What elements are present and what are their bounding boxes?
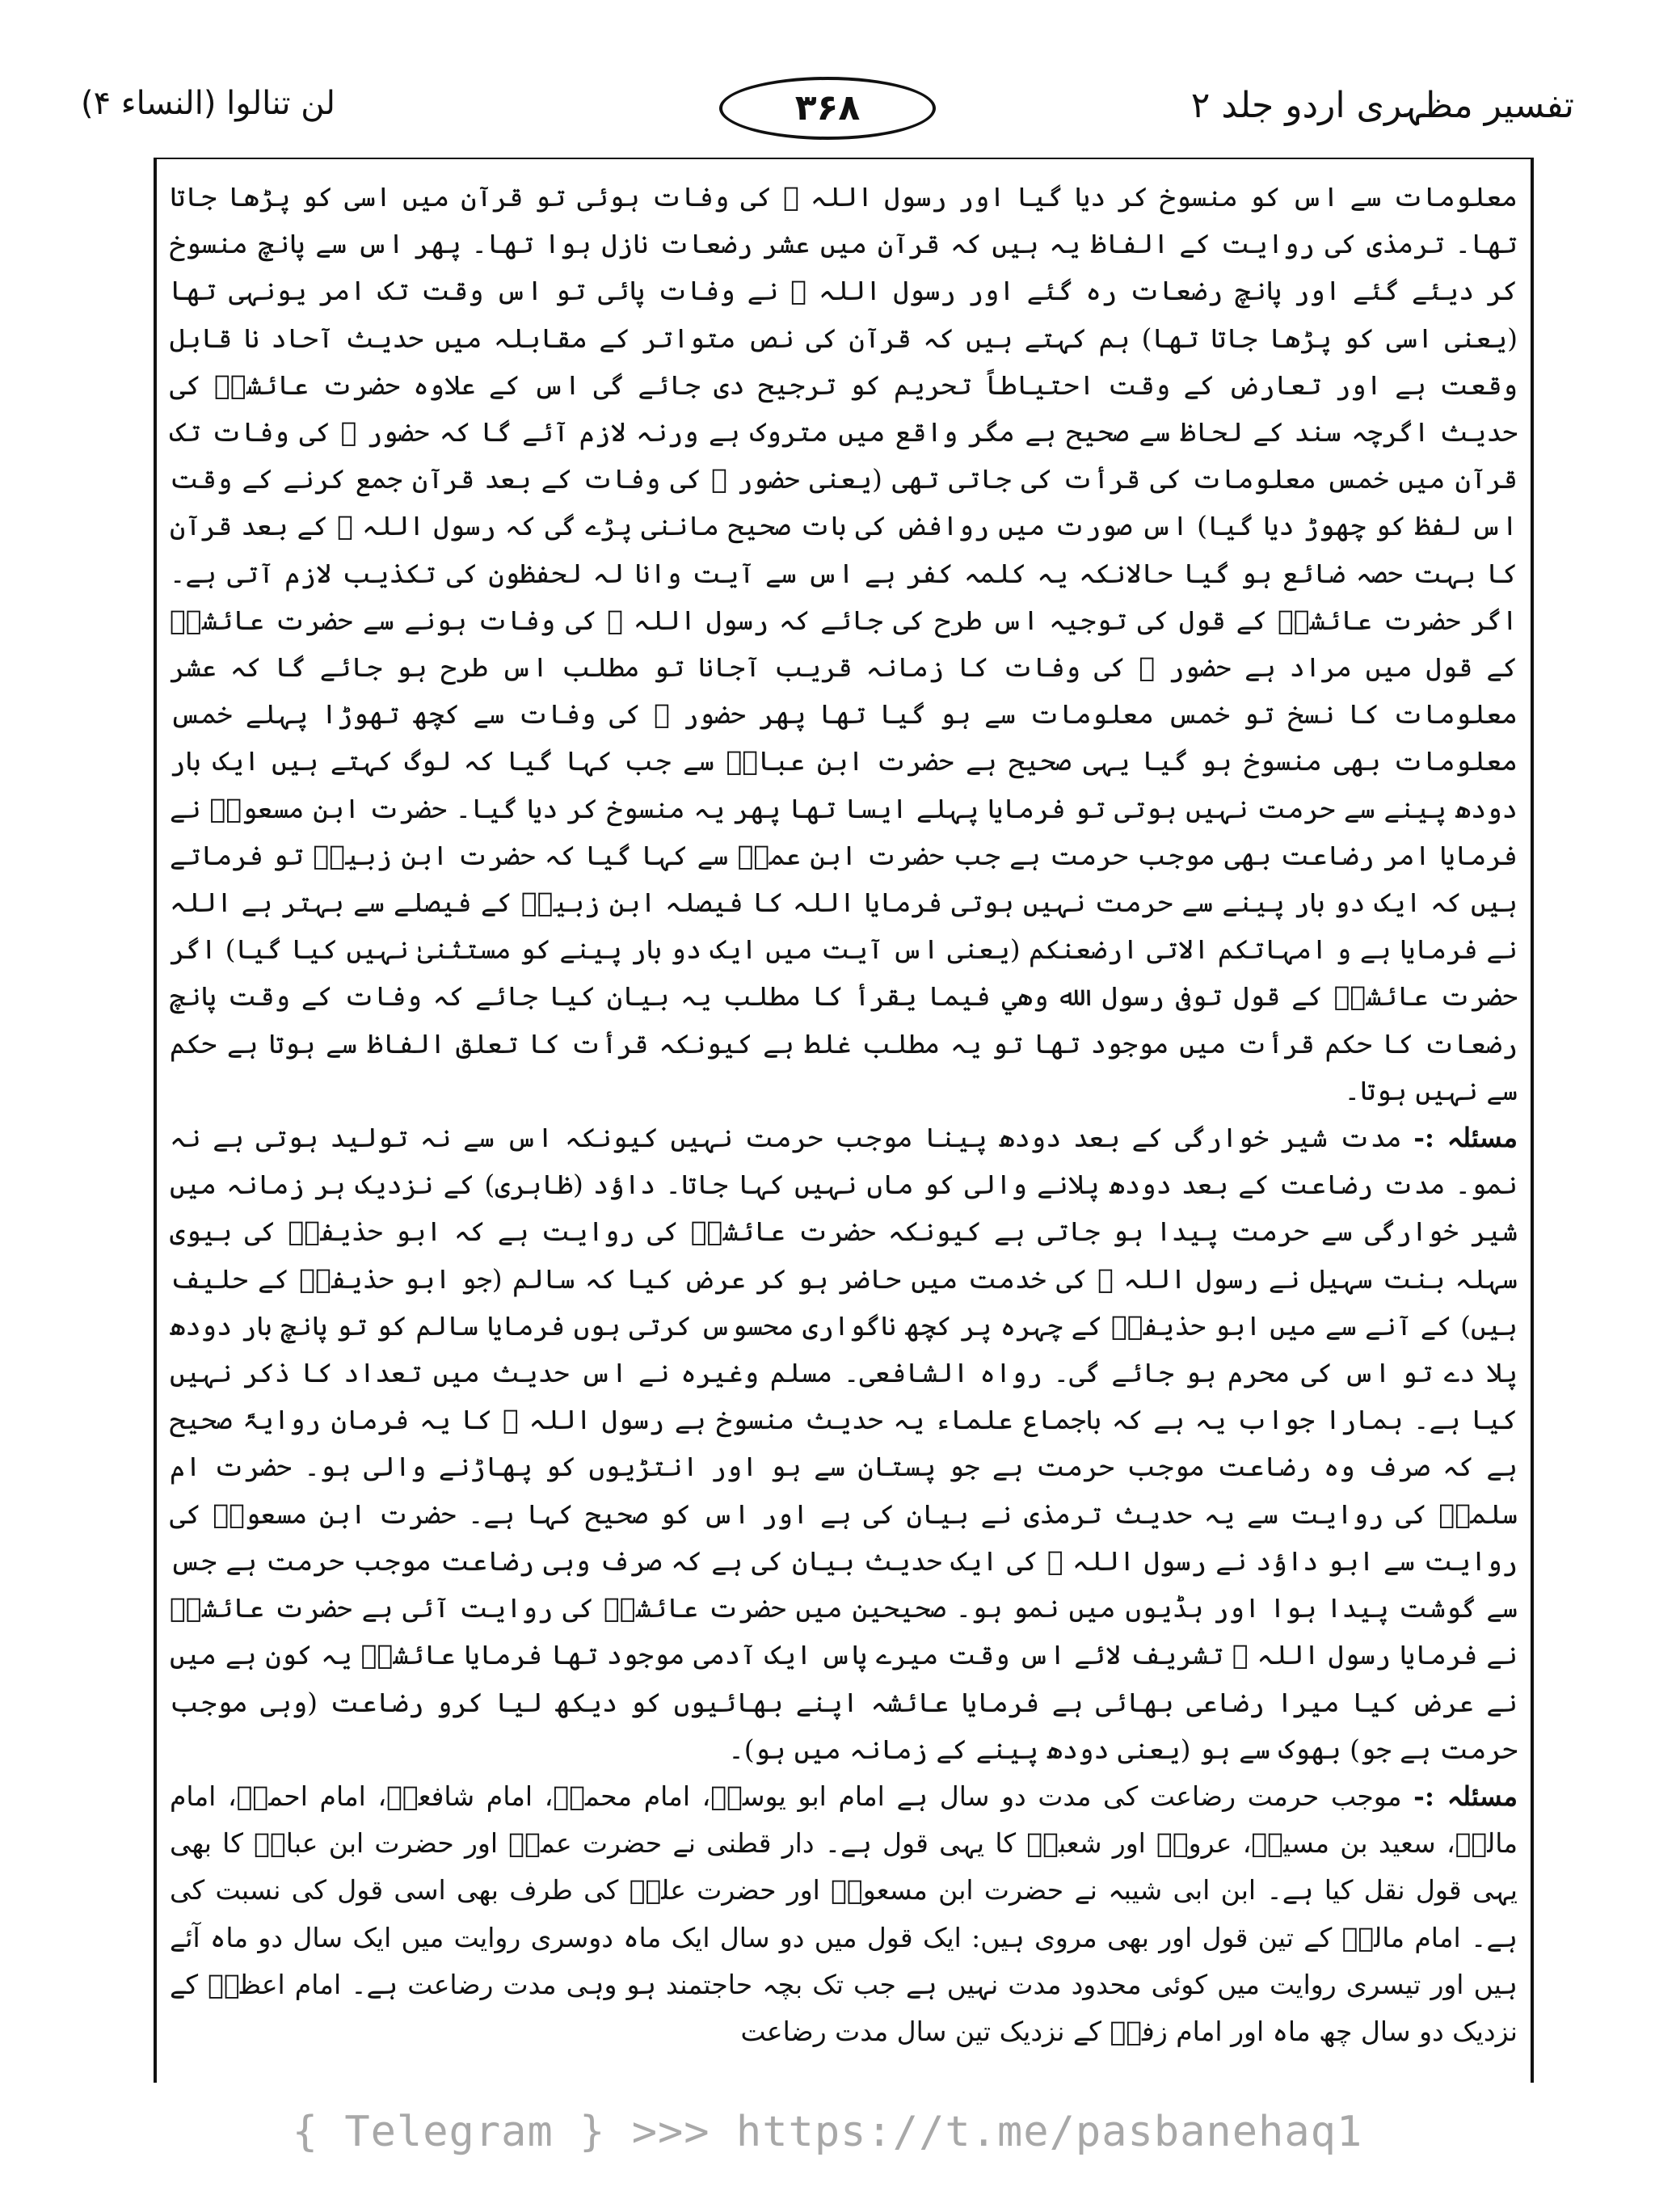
paragraph-text: موجب حرمت رضاعت کی مدت دو سال ہے امام ابو یوسفؒ، امام محمدؒ، امام شافعیؒ، امام احمدؒ، امام مالکؒ، سعید بن مسیبؒ، عروہؒ اور شعبیؒ کا یہی قول ہے۔ دار قطنی نے حضرت عمرؓ اور حضرت ابن عباسؓ کا بھی یہی قول نقل کیا ہے۔ ابن ابی شیبہ نے حضرت ابن مسعودؓ اور حضرت علیؓ کی طرف بھی اسی قول کی نسبت کی ہے۔ امام مالکؒ کے تین قول اور بھی مروی ہیں: ایک قول میں دو سال ایک ماہ دوسری روایت میں ایک سال دو ماہ آئے ہیں اور تیسری روایت میں کوئی محدود مدت نہیں ہے جب تک بچہ حاجتمند ہو وہی مدت رضاعت ہے۔ امام اعظمؒ کے نزدیک دو سال چھ ماہ اور امام زفرؒ کے نزدیک تین سال مدت رضاعت	[170, 1780, 1518, 2047]
page-header	[81, 77, 1574, 141]
surah-reference: لن تنالوا (النساء ۴)	[81, 85, 335, 122]
page-number: ۳۶۸	[719, 77, 936, 140]
masala-paragraph	[170, 1114, 1518, 1773]
book-title: تفسیر مظہری اردو جلد ۲	[1190, 85, 1574, 126]
paragraph: معلومات سے اس کو منسوخ کر دیا گیا اور رسول اللہ ﷺ کی وفات ہوئی تو قرآن میں اسی کو پڑھا جاتا تھا۔ ترمذی کی روایت کے الفاظ یہ ہیں کہ قرآن میں عشر رضعات نازل ہوا تھا۔ پھر اس سے پانچ منسوخ کر دیئے گئے اور پانچ رضعات رہ گئے اور رسول اللہ ﷺ نے وفات پائی تو اس وقت تک امر یونہی تھا (یعنی اسی کو پڑھا جاتا تھا) ہم کہتے ہیں کہ قرآن کی نص متواتر کے مقابلہ میں حدیث آحاد نا قابل وقعت ہے اور تعارض کے وقت احتیاطاً تحریم کو ترجیح دی جائے گی اس کے علاوہ حضرت عائشہؓ کی حدیث اگرچہ سند کے لحاظ سے صحیح ہے مگر واقع میں متروک ہے ورنہ لازم آئے گا کہ حضور ﷺ کی وفات تک قرآن میں خمس معلومات کی قرأت کی جاتی تھی (یعنی حضور ﷺ کی وفات کے بعد قرآن جمع کرنے کے وقت اس لفظ کو چھوڑ دیا گیا) اس صورت میں روافض کی بات صحیح ماننی پڑے گی کہ رسول اللہ ﷺ کے بعد قرآن کا بہت حصہ ضائع ہو گیا حالانکہ یہ کلمہ کفر ہے اس سے آیت وانا لہ لحفظون کی تکذیب لازم آتی ہے۔ اگر حضرت عائشہؓ کے قول کی توجیہ اس طرح کی جائے کہ رسول اللہ ﷺ کی وفات ہونے سے حضرت عائشہؓ کے قول میں مراد ہے حضور ﷺ کی وفات کا زمانہ قریب آجانا تو مطلب اس طرح ہو جائے گا کہ عشر معلومات کا نسخ تو خمس معلومات سے ہو گیا تھا پھر حضور ﷺ کی وفات سے کچھ تھوڑا پہلے خمس معلومات بھی منسوخ ہو گیا یہی صحیح ہے حضرت ابن عباسؓ سے جب کہا گیا کہ لوگ کہتے ہیں ایک بار دودھ پینے سے حرمت نہیں ہوتی تو فرمایا پہلے ایسا تھا پھر یہ منسوخ کر دیا گیا۔ حضرت ابن مسعودؓ نے فرمایا امر رضاعت بھی موجب حرمت ہے جب حضرت ابن عمرؓ سے کہا گیا کہ حضرت ابن زبیرؓ تو فرماتے ہیں کہ ایک دو بار پینے سے حرمت نہیں ہوتی فرمایا اللہ کا فیصلہ ابن زبیرؓ کے فیصلے سے بہتر ہے اللہ نے فرمایا ہے و امہاتکم الاتی ارضعنکم (یعنی اس آیت میں ایک دو بار پینے کو مستثنیٰ نہیں کیا گیا) اگر حضرت عائشہؓ کے قول توفی رسول الله وهي فيما يقرأ کا مطلب یہ بیان کیا جائے کہ وفات کے وقت پانچ رضعات کا حکم قرأت میں موجود تھا تو یہ مطلب غلط ہے کیونکہ قرأت کا تعلق الفاظ سے ہوتا ہے حکم سے نہیں ہوتا۔	[170, 181, 1518, 1106]
telegram-watermark: { Telegram } >>> https://t.me/pasbanehaq1	[292, 2108, 1363, 2156]
paragraph-text: مدت شیر خوارگی کے بعد دودھ پینا موجب حرمت نہیں کیونکہ اس سے نہ تولید ہوتی ہے نہ نمو۔ مدت رضاعت کے بعد دودھ پلانے والی کو ماں نہیں کہا جاتا۔ داؤد (ظاہری) کے نزدیک ہر زمانہ میں شیر خوارگی سے حرمت پیدا ہو جاتی ہے کیونکہ حضرت عائشہؓ کی روایت ہے کہ ابو حذیفہؓ کی بیوی سہلہ بنت سہیل نے رسول اللہ ﷺ کی خدمت میں حاضر ہو کر عرض کیا کہ سالم (جو ابو حذیفہؓ کے حلیف ہیں) کے آنے سے میں ابو حذیفہؓ کے چہرہ پر کچھ ناگواری محسوس کرتی ہوں فرمایا سالم کو تو پانچ بار دودھ پلا دے تو اس کی محرم ہو جائے گی۔ رواہ الشافعی۔ مسلم وغیرہ نے اس حدیث میں تعداد کا ذکر نہیں کیا ہے۔ ہمارا جواب یہ ہے کہ باجماع علماء یہ حدیث منسوخ ہے رسول اللہ ﷺ کا یہ فرمان روایۃً صحیح ہے کہ صرف وہ رضاعت موجب حرمت ہے جو پستان سے ہو اور انتڑیوں کو پھاڑنے والی ہو۔ حضرت ام سلمہؓ کی روایت سے یہ حدیث ترمذی نے بیان کی ہے اور اس کو صحیح کہا ہے۔ حضرت ابن مسعودؓ کی روایت سے ابو داؤد نے رسول اللہ ﷺ کی ایک حدیث بیان کی ہے کہ صرف وہی رضاعت موجب حرمت ہے جس سے گوشت پیدا ہوا اور ہڈیوں میں نمو ہو۔ صحیحین میں حضرت عائشہؓ کی روایت آئی ہے حضرت عائشہؓ نے فرمایا رسول اللہ ﷺ تشریف لائے اس وقت میرے پاس ایک آدمی موجود تھا فرمایا عائشہؓ یہ کون ہے میں نے عرض کیا میرا رضاعی بھائی ہے فرمایا عائشہ اپنے بھائیوں کو دیکھ لیا کرو رضاعت (وہی موجب حرمت ہے جو) بھوک سے ہو (یعنی دودھ پینے کے زمانہ میں ہو)۔	[170, 1122, 1518, 1765]
main-text	[170, 174, 1518, 2073]
masala-paragraph	[170, 1773, 1518, 2055]
masala-label: مسئلہ :-	[1413, 1780, 1518, 1812]
masala-label: مسئلہ :-	[1413, 1122, 1518, 1154]
